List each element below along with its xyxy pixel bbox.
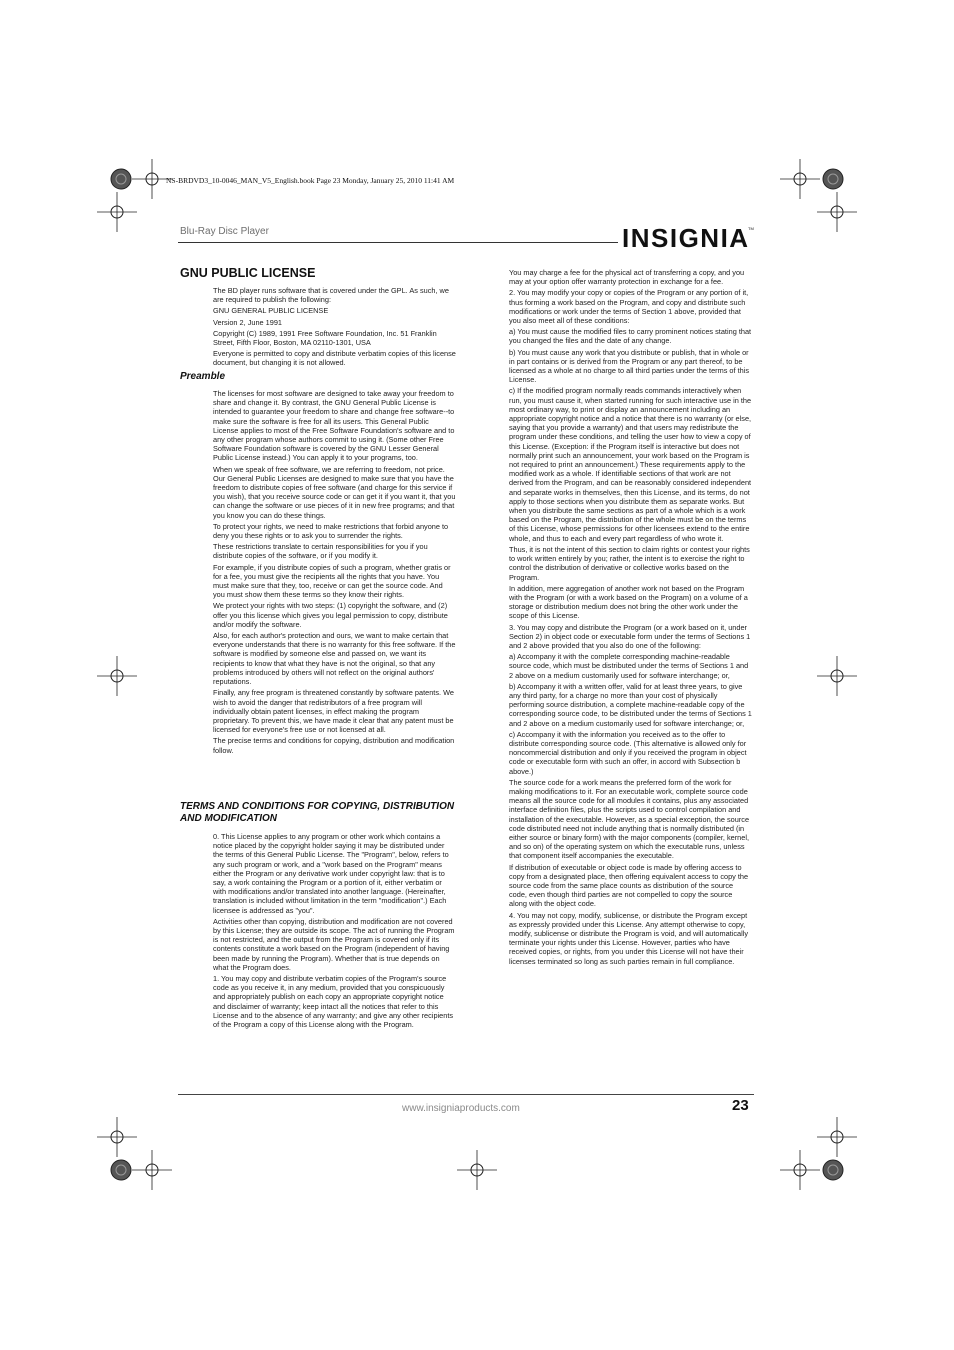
body-paragraph: c) If the modified program normally reads commands interactively when run, you must cause it, when started running for such interactive use in the most ordinary way, to print or display an announcement including an appropriate copyright notice and a notice that there is no warranty (or else, saying that you provide a warranty) and that users may redistribute the program under these conditions, and telling the user how to view a copy of this License. (Exception: if the Program itself is interactive but does not normally print such an announcement, your work based on the Program is not required to print an announcement.) These requirements apply to the modified work as a whole. If identifiable sections of that work are not derived from the Program, and can be reasonably considered independent and separate works in themselves, then this License, and its terms, do not apply to those sections when you distribute them as separate works. But when you distribute the same sections as part of a whole which is a work based on the Program, the distribution of the whole must be on the terms of this License, whose permissions for other licensees extend to the entire whole, and thus to each and every part regardless of who wrote it. — [509, 386, 752, 543]
preamble-paragraph: For example, if you distribute copies of such a program, whether gratis or for a fee, you must give the recipients all the rights that you have. You must make sure that they, too, receive or can get the source code. And you must show them these terms so they know their rights. — [213, 562, 451, 600]
body-paragraph: c) Accompany it with the information you received as to the offer to distribute corresponding source code. (This alternative is allowed only for noncommercial distribution and only if you received the program in object code or executable form with such an offer, in accord with Subsection b above.) — [509, 729, 747, 776]
crop-target-icon — [97, 656, 137, 696]
preamble-paragraph: Also, for each author's protection and ours, we want to make certain that everyone understands that there is no warranty for this free software. If the software is modified by someone else and passed on, we want its recipients to know that what they have is not the original, so that any problems introduced by others will not reflect on the original authors' reputations. — [213, 631, 456, 687]
intro-paragraph: The BD player runs software that is covered under the GPL. As such, we are required to publish the following: — [213, 286, 449, 305]
crop-target-icon — [817, 192, 857, 232]
preamble-heading: Preamble — [180, 371, 226, 382]
body-paragraph: You may charge a fee for the physical act of transferring a copy, and you may at your option offer warranty protection in exchange for a fee. — [509, 268, 745, 287]
intro-paragraph: GNU GENERAL PUBLIC LICENSE — [213, 306, 329, 316]
section-title: GNU PUBLIC LICENSE — [180, 266, 316, 280]
terms-paragraph: Activities other than copying, distribution and modification are not covered by this License; they are outside its scope. The act of running the Program is not restricted, and the output from the Program is covered only if its contents constitute a work based on the Program (independent of having been made by running the Program). Whether that is true depends on what the Program does. — [213, 916, 455, 972]
body-paragraph: Thus, it is not the intent of this section to claim rights or contest your rights to work written entirely by you; rather, the intent is to exercise the right to control the distribution of derivative or collective works based on the Program. — [509, 544, 750, 582]
preamble-paragraph: Finally, any free program is threatened constantly by software patents. We wish to avoid the danger that redistributors of a free program will individually obtain patent licenses, in effect making the program proprietary. To prevent this, we have made it clear that any patent must be licensed for everyone's free use or not licensed at all. — [213, 688, 454, 735]
body-paragraph: 3. You may copy and distribute the Program (or a work based on it, under Section 2) in object code or executable form under the terms of Sections 1 and 2 above provided that you also do one of the following: — [509, 622, 751, 650]
intro-block — [213, 286, 456, 370]
body-paragraph: a) You must cause the modified files to carry prominent notices stating that you changed the files and the date of any change. — [509, 327, 752, 346]
preamble-paragraph: We protect your rights with two steps: (1) copyright the software, and (2) offer you this license which gives you legal permission to copy, distribute and/or modify the software. — [213, 601, 448, 629]
logo-tm: TM — [748, 226, 754, 231]
logo-text: INSIGNIA — [622, 223, 750, 252]
crop-target-icon — [132, 1150, 172, 1190]
body-paragraph: 2. You may modify your copy or copies of the Program or any portion of it, thus forming a work based on the Program, and copy and distribute such modifications or work under the terms of Section 1 above, provided that you also meet all of these conditions: — [509, 288, 749, 326]
crop-target-icon — [780, 1150, 820, 1190]
intro-paragraph: Everyone is permitted to copy and distribute verbatim copies of this license document, but changing it is not allowed. — [213, 349, 456, 368]
crop-target-icon — [457, 1150, 497, 1190]
crop-target-icon — [817, 656, 857, 696]
right-column — [509, 268, 752, 968]
preamble-paragraph: When we speak of free software, we are referring to freedom, not price. Our General Public Licenses are designed to make sure that you have the freedom to distribute copies of free software (and charge for this service if you wish), that you receive source code or can get it if you want it, that you can change the software or use pieces of it in new free programs; and that you know you can do these things. — [213, 464, 456, 520]
crop-target-icon — [97, 1117, 137, 1157]
page-number: 23 — [732, 1097, 749, 1114]
print-slug: NS-BRDVD3_10-0046_MAN_V5_English.book Page 23 Monday, January 25, 2010 11:41 AM — [166, 176, 455, 185]
terms-block — [213, 832, 456, 1031]
preamble-paragraph: The precise terms and conditions for copying, distribution and modification follow. — [213, 736, 455, 755]
crop-target-icon — [817, 1117, 857, 1157]
body-paragraph: a) Accompany it with the complete corresponding machine-readable source code, which must be distributed under the terms of Sections 1 and 2 above on a medium customarily used for software interchange; or, — [509, 652, 749, 680]
body-paragraph: If distribution of executable or object code is made by offering access to copy from a designated place, then offering equivalent access to copy the source code from the same place counts as distribution of the source code, even though third parties are not compelled to copy the source along with the object code. — [509, 862, 749, 909]
body-paragraph: b) Accompany it with a written offer, valid for at least three years, to give any third party, for a charge no more than your cost of physically performing source distribution, a complete machine-readable copy of the corresponding source code, to be distributed under the terms of Sections 1 and 2 above on a medium customarily used for software interchange; or, — [509, 681, 752, 728]
preamble-block — [213, 389, 456, 757]
footer-url: www.insigniaproducts.com — [402, 1103, 520, 1114]
preamble-paragraph: The licenses for most software are designed to take away your freedom to share and change it. By contrast, the GNU General Public License is intended to guarantee your freedom to share and change free software--to make sure the software is free for all its users. This General Public License applies to most of the Free Software Foundation's software and to any other program whose authors commit to using it. (Some other Free Software Foundation software is covered by the GNU Lesser General Public License instead.) You can apply it to your programs, too. — [213, 389, 455, 463]
crop-target-icon — [132, 159, 172, 199]
body-paragraph: b) You must cause any work that you distribute or publish, that in whole or in part contains or is derived from the Program or any part thereof, to be licensed as a whole at no charge to all third parties under the terms of this License. — [509, 347, 750, 385]
insignia-logo — [622, 218, 754, 252]
header-title: Blu-Ray Disc Player — [180, 226, 269, 237]
terms-paragraph: 1. You may copy and distribute verbatim copies of the Program's source code as you receive it, in any medium, provided that you conspicuously and appropriately publish on each copy an appropriate copyright notice and disclaimer of warranty; keep intact all the notices that refer to this License and to the absence of any warranty; and give any other recipients of the Program a copy of this License along with the Program. — [213, 974, 454, 1030]
body-paragraph: In addition, mere aggregation of another work not based on the Program with the Program (or with a work based on the Program) on a volume of a storage or distribution medium does not bring the other work under the scope of this License. — [509, 583, 748, 621]
preamble-paragraph: These restrictions translate to certain responsibilities for you if you distribute copies of the software, or if you modify it. — [213, 542, 428, 561]
footer-rule — [178, 1094, 754, 1095]
terms-heading: TERMS AND CONDITIONS FOR COPYING, DISTRIBUTION AND MODIFICATION — [180, 801, 455, 824]
body-paragraph: 4. You may not copy, modify, sublicense, or distribute the Program except as expressly provided under this License. Any attempt otherwise to copy, modify, sublicense or distribute the Program is void, and will automatically terminate your rights under this License. However, parties who have received copies, or rights, from you under this License will not have their licenses terminated so long as such parties remain in full compliance. — [509, 910, 749, 966]
intro-paragraph: Copyright (C) 1989, 1991 Free Software Foundation, Inc. 51 Franklin Street, Fifth Floor, Boston, MA 02110-1301, USA — [213, 328, 437, 348]
crop-target-icon — [97, 192, 137, 232]
body-paragraph: The source code for a work means the preferred form of the work for making modifications to it. For an executable work, complete source code means all the source code for all modules it contains, plus any associated interface definition files, plus the scripts used to control compilation and installation of the executable. However, as a special exception, the source code distributed need not include anything that is normally distributed (in either source or binary form) with the major components (compiler, kernel, and so on) of the operating system on which the executable runs, unless that component itself accompanies the executable. — [509, 777, 750, 861]
header-rule — [178, 242, 618, 243]
intro-paragraph: Version 2, June 1991 — [213, 317, 283, 327]
terms-paragraph: 0. This License applies to any program or other work which contains a notice placed by the copyright holder saying it may be distributed under the terms of this General Public License. The "Program", below, refers to any such program or work, and a "work based on the Program" means either the Program or any derivative work under copyright law: that is to say, a work containing the Program or a portion of it, either verbatim or with modifications and/or translated into another language. (Hereinafter, translation is included without limitation in the term "modification".) Each licensee is addressed as "you". — [213, 832, 449, 915]
preamble-paragraph: To protect your rights, we need to make restrictions that forbid anyone to deny you these rights or to ask you to surrender the rights. — [213, 521, 449, 541]
crop-target-icon — [780, 159, 820, 199]
